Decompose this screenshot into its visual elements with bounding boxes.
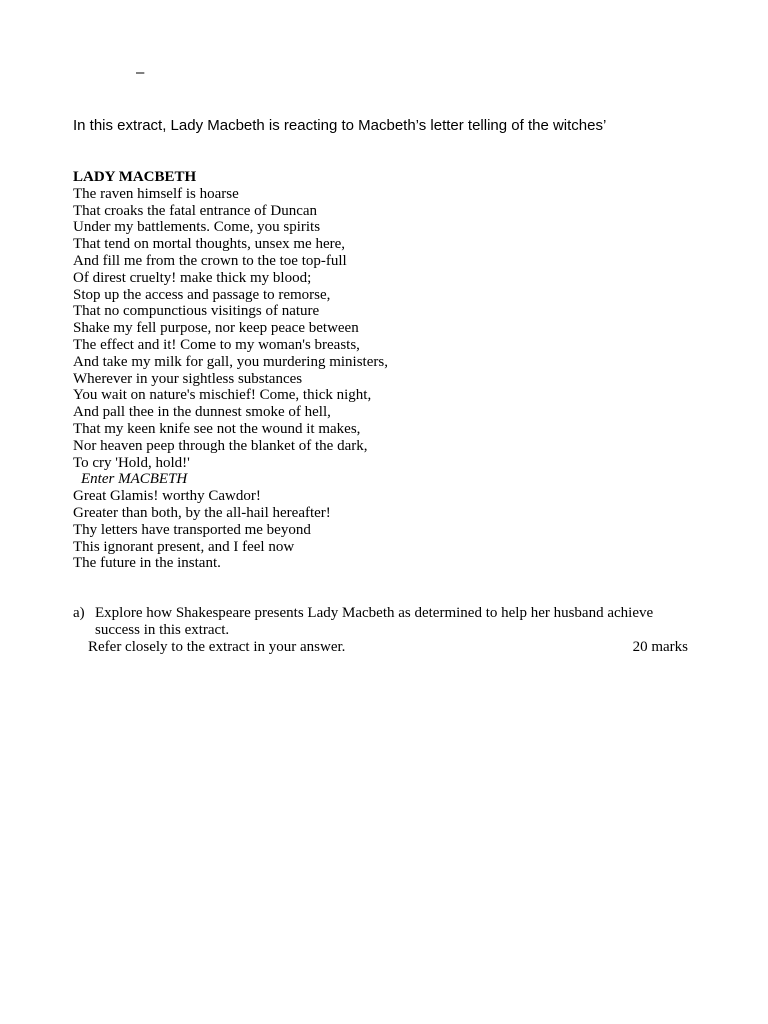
intro-text: In this extract, Lady Macbeth is reacting to Macbeth’s letter telling of the witches’	[73, 117, 607, 134]
extract-line: Shake my fell purpose, nor keep peace between	[73, 320, 359, 337]
question-marks: 20 marks	[632, 639, 688, 655]
extract-line: And take my milk for gall, you murdering ministers,	[73, 353, 388, 370]
extract-line: And fill me from the crown to the toe top-full	[73, 252, 347, 269]
extract-line: Thy letters have transported me beyond	[73, 521, 311, 538]
stage-direction: Enter MACBETH	[81, 471, 188, 488]
question-instruction-row	[73, 639, 693, 656]
extract-line: The raven himself is hoarse	[73, 185, 239, 202]
extract-line: Under my battlements. Come, you spirits	[73, 219, 321, 236]
extract-line: That no compunctious visitings of nature	[73, 303, 320, 320]
extract-line: Stop up the access and passage to remorse,	[73, 286, 331, 303]
extract-line: Great Glamis! worthy Cawdor!	[73, 488, 261, 505]
extract-line: That my keen knife see not the wound it makes,	[73, 420, 361, 437]
extract-line: To cry 'Hold, hold!'	[73, 454, 190, 471]
question-row	[73, 605, 693, 639]
question-text: Explore how Shakespeare presents Lady Macbeth as determined to help her husband achieve success in this extract.	[95, 605, 654, 638]
extract-line: That croaks the fatal entrance of Duncan	[73, 202, 318, 219]
extract-line: Of direst cruelty! make thick my blood;	[73, 269, 312, 286]
extract-line: And pall thee in the dunnest smoke of hell,	[73, 404, 331, 421]
extract-line: Wherever in your sightless substances	[73, 370, 303, 387]
exam-question	[73, 605, 693, 656]
extract-line: This ignorant present, and I feel now	[73, 538, 295, 555]
extract-line: The effect and it! Come to my woman's breasts,	[73, 336, 360, 353]
extract-line: You wait on nature's mischief! Come, thick night,	[73, 387, 372, 404]
question-label: a)	[73, 605, 85, 621]
header-dash: –	[136, 64, 145, 81]
extract-line: The future in the instant.	[73, 555, 221, 572]
extract-line: Greater than both, by the all-hail hereafter!	[73, 504, 331, 521]
speaker-name: LADY MACBETH	[73, 169, 197, 185]
question-instruction: Refer closely to the extract in your answer.	[88, 639, 346, 655]
extract-line: Nor heaven peep through the blanket of the dark,	[73, 437, 368, 454]
play-extract	[73, 169, 388, 572]
extract-line: That tend on mortal thoughts, unsex me here,	[73, 236, 346, 253]
